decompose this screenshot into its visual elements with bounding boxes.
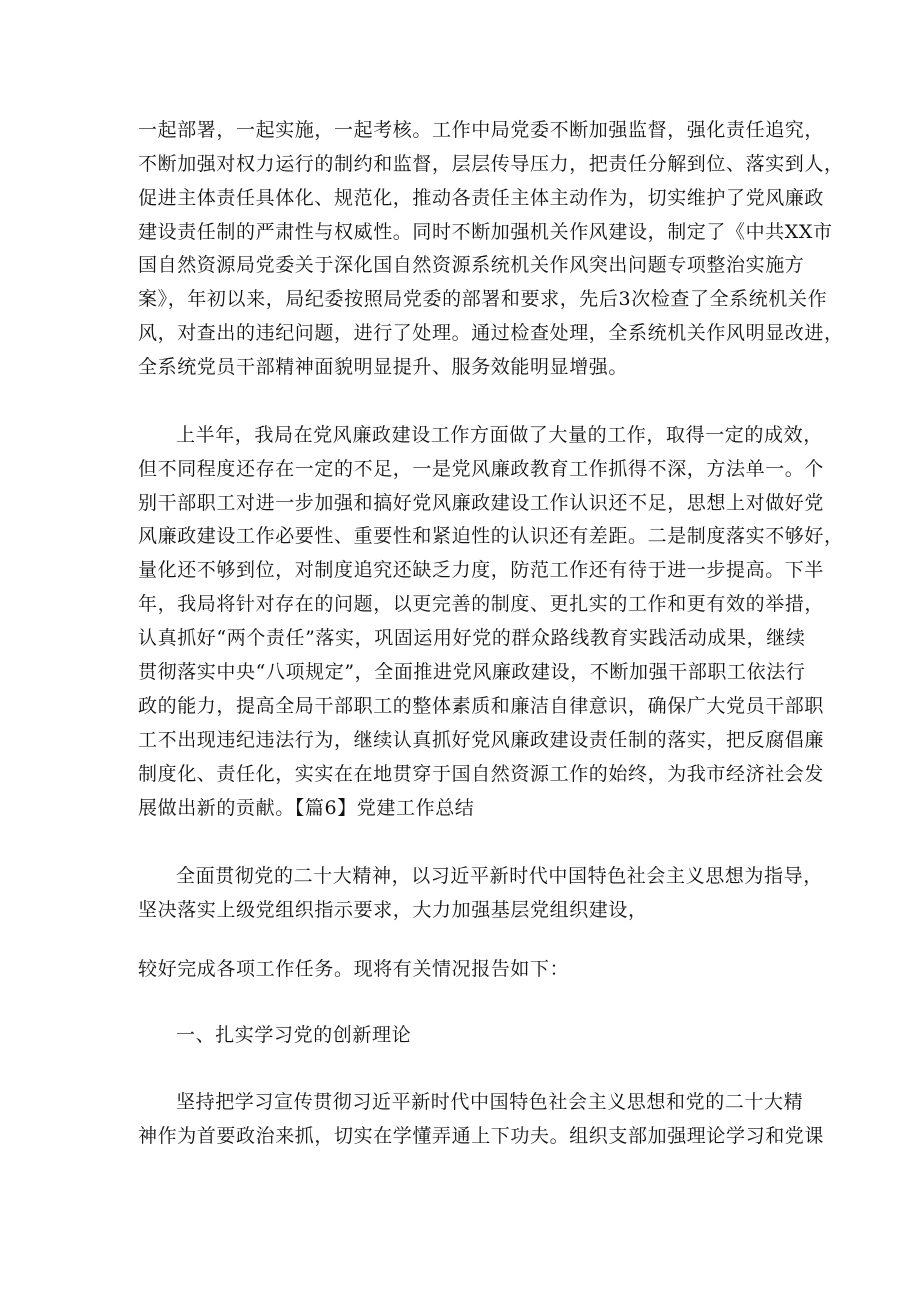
paragraph-line: 认真抓好“两个责任”落实，巩固运用好党的群众路线教育实践活动成果，继续: [138, 627, 806, 649]
paragraph-line: 案》，年初以来，局纪委按照局党委的部署和要求，先后3次检查了全系统机关作: [138, 288, 828, 310]
paragraph-line: 但不同程度还存在一定的不足，一是党风廉政教育工作抓得不深，方法单一。个: [138, 458, 825, 480]
paragraph-line: 风廉政建设工作必要性、重要性和紧迫性的认识还有差距。二是制度落实不够好，: [138, 525, 844, 547]
paragraph-line: 制度化、责任化，实实在在地贯穿于国自然资源工作的始终，为我市经济社会发: [138, 763, 825, 785]
paragraph-line: 年，我局将针对存在的问题，以更完善的制度、更扎实的工作和更有效的举措，: [138, 593, 825, 615]
paragraph-line: 国自然资源局党委关于深化国自然资源系统机关作风突出问题专项整治实施方: [138, 254, 805, 276]
paragraph-line: 促进主体责任具体化、规范化，推动各责任主体主动作为，切实维护了党风廉政: [138, 187, 825, 209]
paragraph-line: 上半年，我局在党风廉政建设工作方面做了大量的工作，取得一定的成效，: [176, 424, 823, 446]
section-heading: 一、扎实学习党的创新理论: [176, 1024, 412, 1046]
paragraph-line: 展做出新的贡献。【篇6】党建工作总结: [138, 797, 475, 819]
paragraph-line: 不断加强对权力运行的制约和监督，层层传导压力，把责任分解到位、落实到人，: [138, 153, 844, 175]
paragraph-line: 政的能力，提高全局干部职工的整体素质和廉洁自律意识，确保广大党员干部职: [138, 695, 825, 717]
paragraph-line: 别干部职工对进一步加强和搞好党风廉政建设工作认识还不足，思想上对做好党: [138, 492, 825, 514]
paragraph-line: 量化还不够到位，对制度追究还缺乏力度，防范工作还有待于进一步提高。下半: [138, 559, 825, 581]
paragraph-line: 贯彻落实中央“八项规定”，全面推进党风廉政建设，不断加强干部职工依法行: [138, 661, 806, 683]
paragraph-line: 坚持把学习宣传贯彻习近平新时代中国特色社会主义思想和党的二十大精: [176, 1091, 804, 1113]
paragraph-line: 工不出现违纪违法行为，继续认真抓好党风廉政建设责任制的落实，把反腐倡廉: [138, 729, 825, 751]
paragraph-line: 建设责任制的严肃性与权威性。同时不断加强机关作风建设，制定了《中共XX市: [138, 221, 833, 243]
paragraph-line: 较好完成各项工作任务。现将有关情况报告如下：: [138, 958, 570, 980]
paragraph-line: 一起部署，一起实施，一起考核。工作中局党委不断加强监督，强化责任追究，: [138, 119, 825, 141]
paragraph-line: 风，对查出的违纪问题，进行了处理。通过检查处理，全系统机关作风明显改进，: [138, 322, 844, 344]
paragraph-line: 全面贯彻党的二十大精神，以习近平新时代中国特色社会主义思想为指导，: [176, 865, 823, 887]
paragraph-line: 神作为首要政治来抓，切实在学懂弄通上下功夫。组织支部加强理论学习和党课: [138, 1125, 825, 1147]
paragraph-line: 坚决落实上级党组织指示要求，大力加强基层党组织建设，: [138, 899, 648, 921]
paragraph-line: 全系统党员干部精神面貌明显提升、服务效能明显增强。: [138, 356, 629, 378]
